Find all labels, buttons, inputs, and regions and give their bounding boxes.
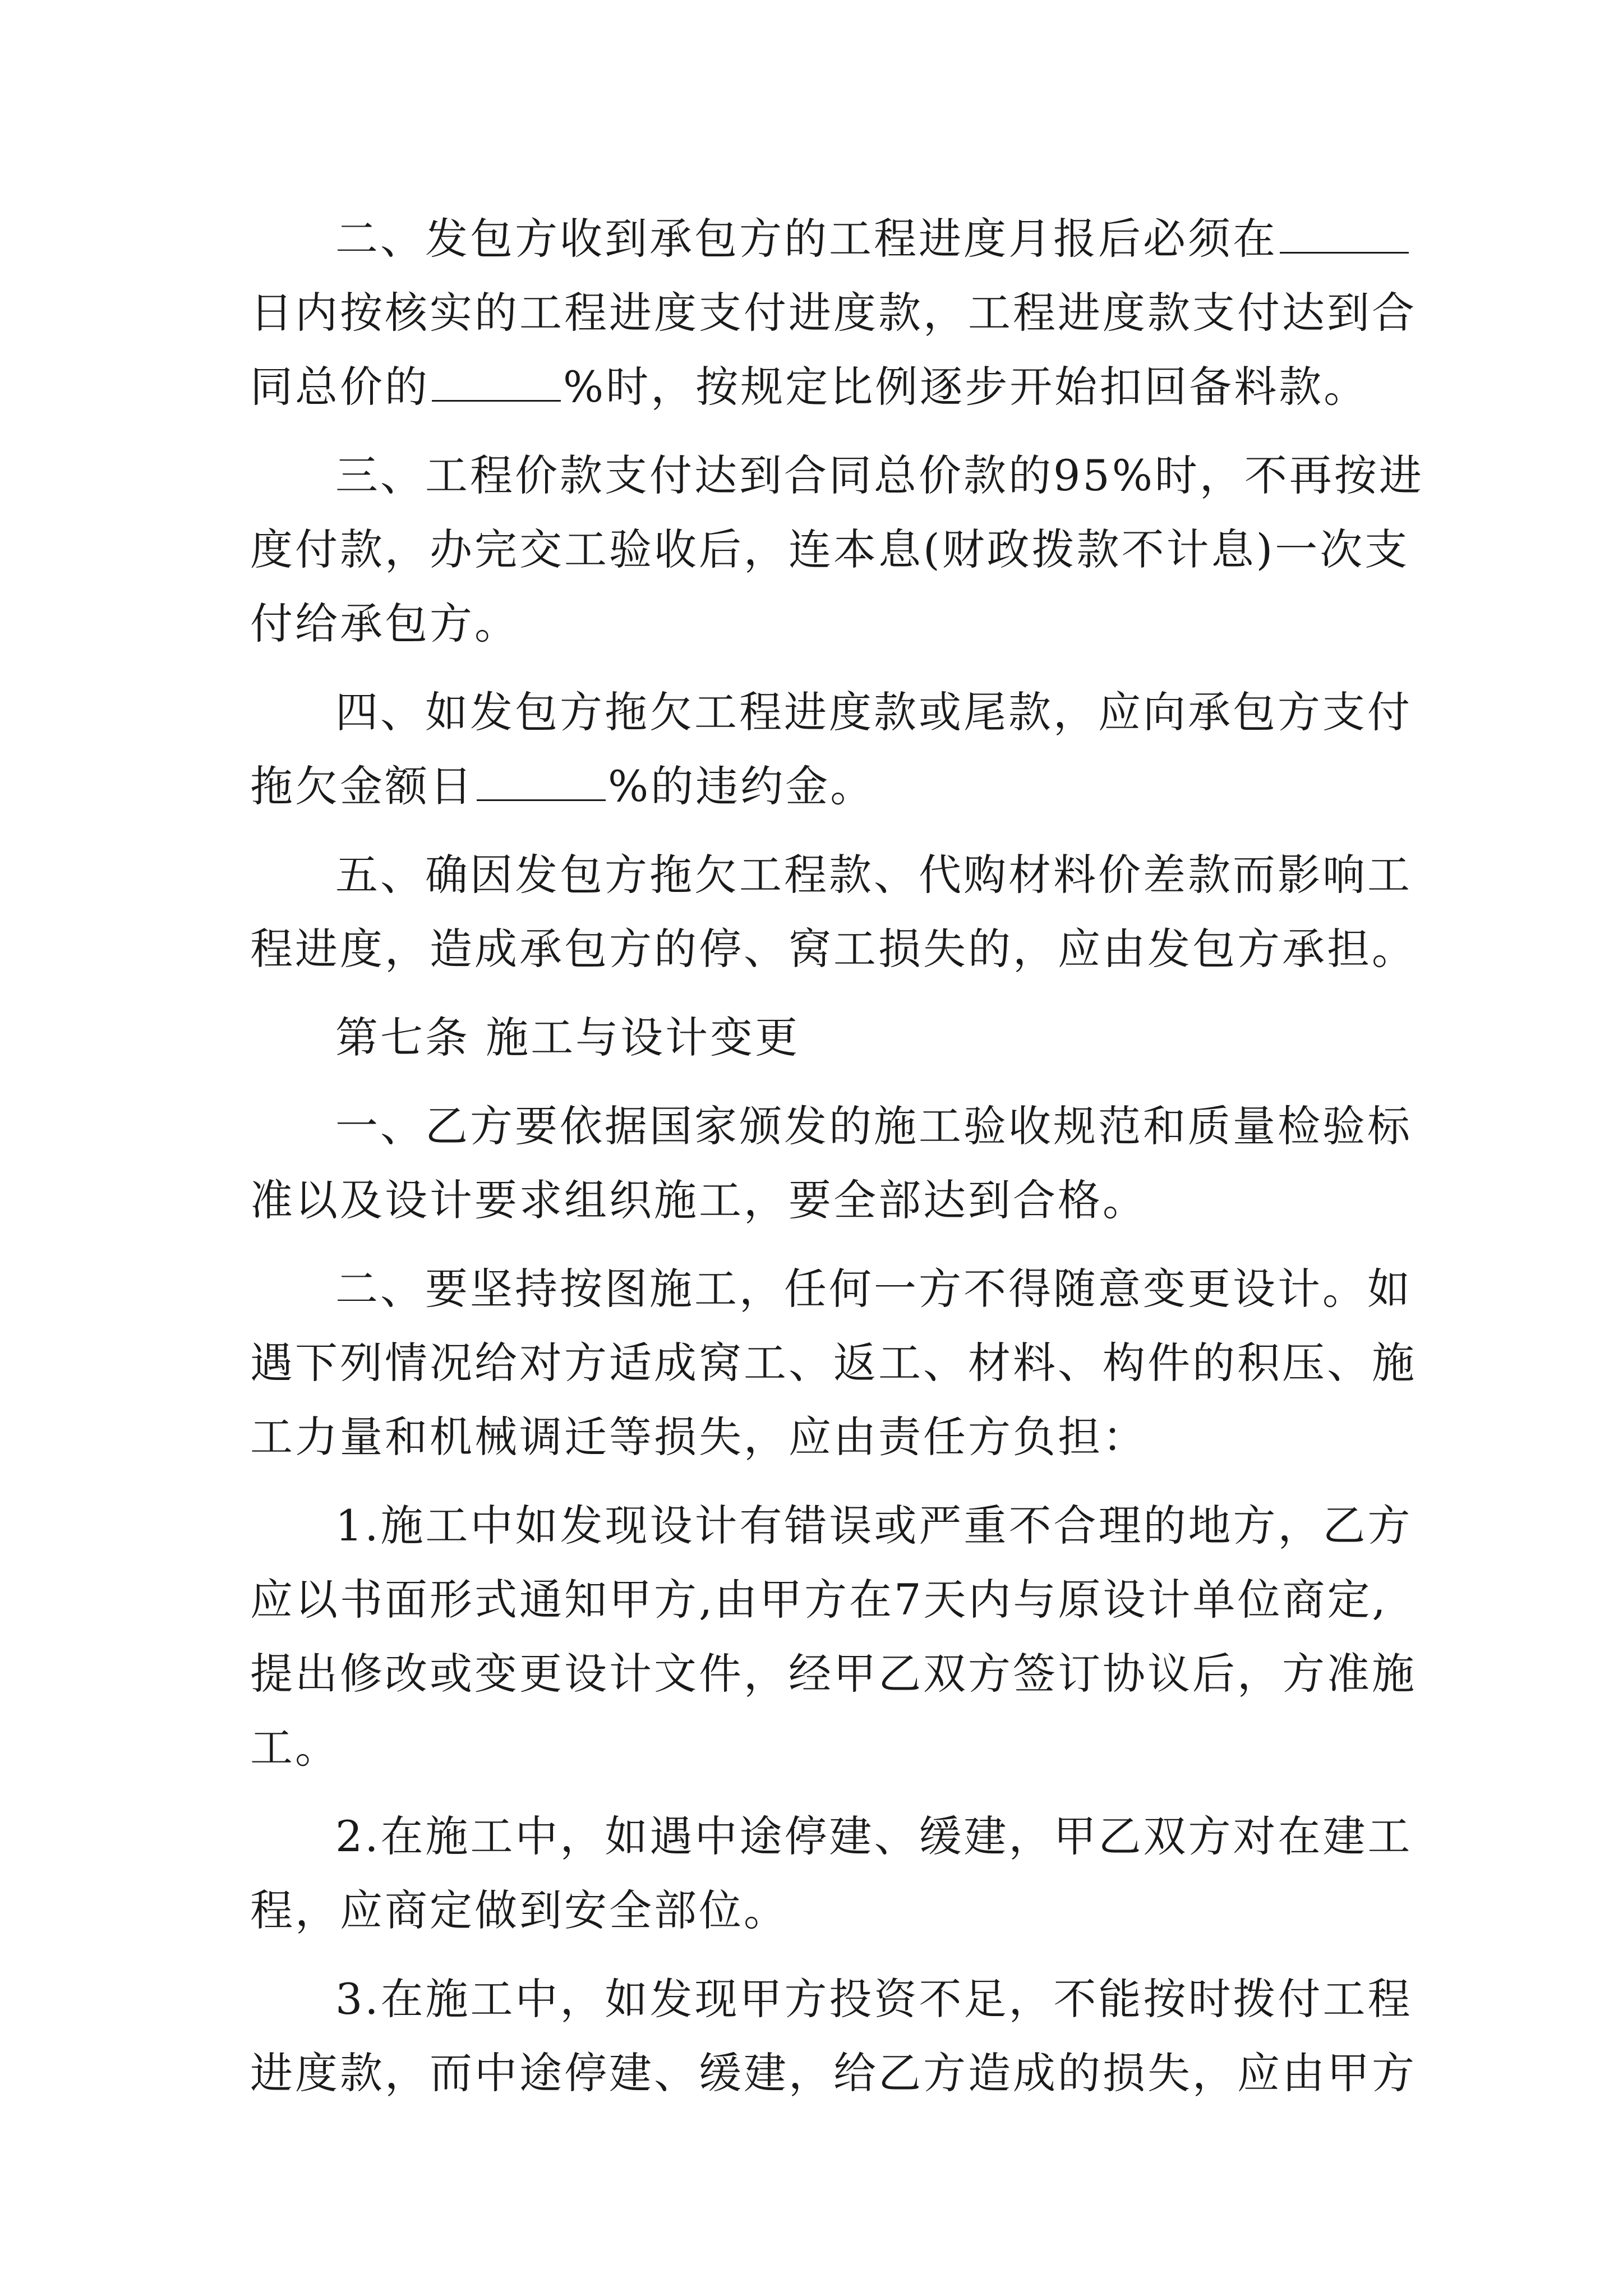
document-body [250,202,1424,2110]
text-line: 遇下列情况给对方适成窝工、返工、材料、构件的积压、施 [250,1338,1417,1388]
text-segment: 同总价的 [250,362,430,412]
paragraph-article-7-item-2 [250,1252,1417,1474]
text-line: 三、工程价款支付达到合同总价款的95%时，不再按进 [335,450,1424,500]
text-segment: 拖欠金额日 [250,761,474,811]
paragraph-clause-4-arrears [250,675,1412,823]
text-segment: %的违约金。 [608,761,875,811]
fill-in-blank [477,762,606,801]
paragraph-clause-5-delay [250,838,1417,986]
text-line: 进度款，而中途停建、缓建，给乙方造成的损失，应由甲方 [250,2048,1417,2098]
text-line: 日内按核实的工程进度支付进度款，工程进度款支付达到合 [250,288,1417,338]
text-line [250,749,1377,823]
text-line: 程进度，造成承包方的停、窝工损失的，应由发包方承担。 [250,924,1417,974]
text-line: 度付款，办完交工验收后，连本息(财政拨款不计息)一次支 [250,524,1410,574]
text-line: 2.在施工中，如遇中途停建、缓建，甲乙双方对在建工 [335,1811,1413,1861]
paragraph-clause-3-payment [250,439,1424,661]
text-line: 1.施工中如发现设计有错误或严重不合理的地方，乙方 [335,1501,1413,1550]
paragraph-clause-2-payment [250,202,1417,424]
text-line: 工。 [250,1723,340,1773]
text-line: 五、确因发包方拖欠工程款、代购材料价差款而影响工 [335,850,1412,900]
paragraph-article-7-sub-3 [250,1962,1417,2110]
text-line: 程，应商定做到安全部位。 [250,1885,789,1935]
text-line: 付给承包方。 [250,599,519,648]
text-segment: 二、发包方收到承包方的工程进度月报后必须在 [335,214,1278,264]
heading-line: 第七条 施工与设计变更 [335,1013,800,1062]
text-line: 3.在施工中，如发现甲方投资不足，不能按时拨付工程 [335,1974,1413,2024]
text-line [250,202,1377,276]
fill-in-blank [1280,215,1409,254]
fill-in-blank [432,363,561,402]
article-heading [250,1001,1377,1075]
paragraph-article-7-item-1 [250,1089,1412,1237]
text-segment: %时，按规定比例逐步开始扣回备料款。 [563,362,1369,412]
text-line: 提出修改或变更设计文件，经甲乙双方签订协议后，方准施 [250,1649,1417,1699]
paragraph-article-7-sub-1 [250,1489,1417,1785]
text-line [250,350,1377,424]
text-line: 应以书面形式通知甲方,由甲方在7天内与原设计单位商定, [250,1575,1388,1625]
text-line: 工力量和机械调迁等损失，应由责任方负担： [250,1412,1147,1462]
paragraph-article-7-sub-2 [250,1800,1413,1948]
text-line: 准以及设计要求组织施工，要全部达到合格。 [250,1175,1147,1225]
text-line: 二、要坚持按图施工，任何一方不得随意变更设计。如 [335,1264,1412,1314]
text-line: 一、乙方要依据国家颁发的施工验收规范和质量检验标 [335,1101,1412,1151]
text-line: 四、如发包方拖欠工程进度款或尾款，应向承包方支付 [335,687,1412,737]
